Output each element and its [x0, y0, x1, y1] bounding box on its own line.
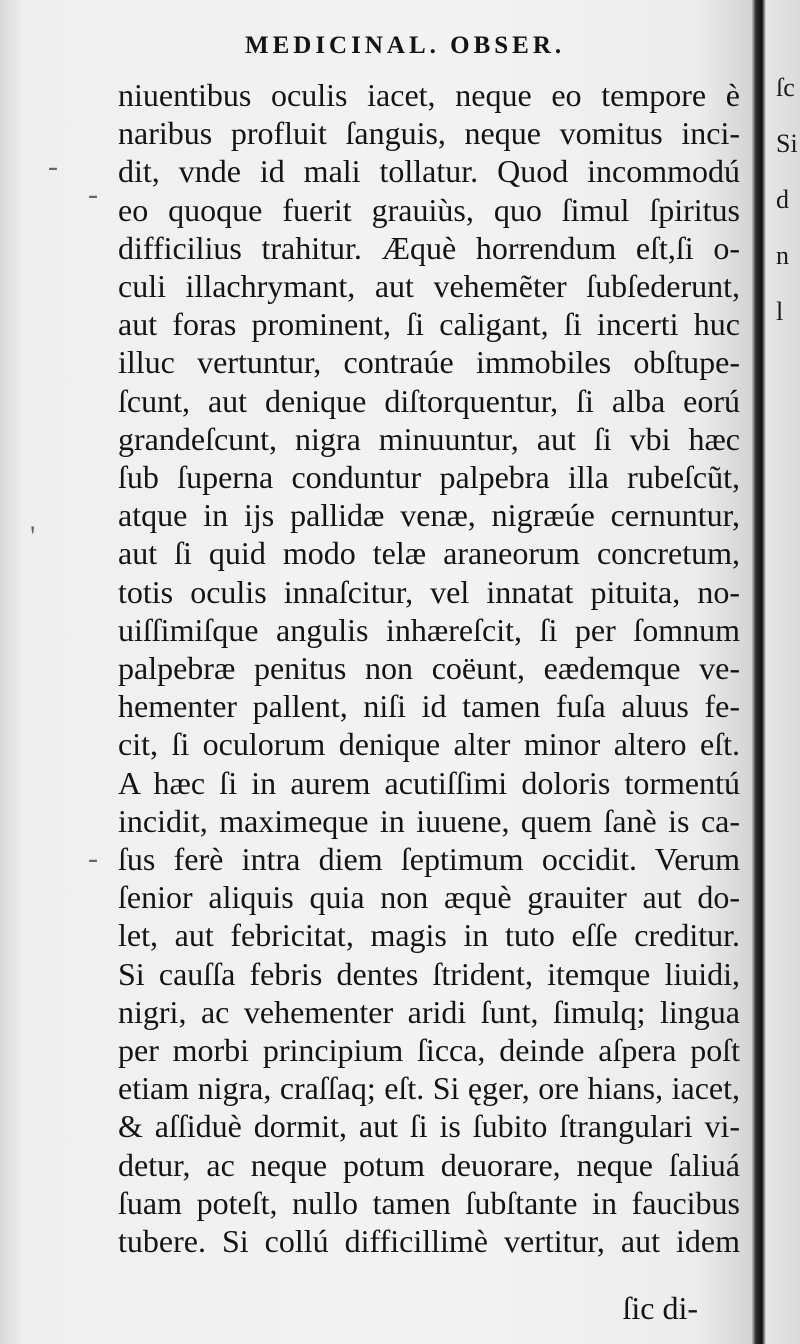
- text-line: per morbi principium ſicca, deinde aſpera poſt: [118, 1032, 740, 1069]
- text-line: Si cauſſa febris dentes ſtrident, itemque liuidi,: [118, 955, 740, 992]
- text-line: eo quoque fuerit grauiùs, quo ſimul ſpiritus: [118, 191, 740, 228]
- facing-page-fragment: Si: [776, 129, 798, 158]
- facing-page-fragment: l: [776, 297, 784, 326]
- margin-mark: -: [88, 842, 98, 875]
- text-line: illuc vertuntur, contraúe immobiles obſtupe-: [118, 344, 740, 381]
- text-line: & aſſiduè dormit, aut ſi is ſubito ſtrangulari vi-: [118, 1108, 740, 1145]
- text-line: difficilius trahitur. Æquè horrendum eſt,ſi o-: [118, 229, 740, 266]
- text-line: ſub ſuperna conduntur palpebra illa rubeſcũt,: [118, 459, 740, 496]
- text-line: ſus ferè intra diem ſeptimum occidit. Verum: [118, 841, 740, 878]
- text-line: aut ſi quid modo telæ araneorum concretum,: [118, 535, 740, 572]
- text-line: culi illachrymant, aut vehemẽter ſubſederunt,: [118, 268, 740, 305]
- body-text: [118, 76, 740, 1260]
- text-line: etiam nigra, craſſaq; eſt. Si ęger, ore hians, iacet,: [118, 1070, 740, 1107]
- facing-page-fragment: ſc: [776, 73, 795, 102]
- text-line: aut foras prominent, ſi caligant, ſi incerti huc: [118, 306, 740, 343]
- text-line: incidit, maximeque in iuuene, quem ſanè is ca-: [118, 802, 740, 839]
- text-line: hementer pallent, niſi id tamen fuſa aluus fe-: [118, 688, 740, 725]
- text-line: ſcunt, aut denique diſtorquentur, ſi alba eorú: [118, 382, 740, 419]
- text-line: naribus profluit ſanguis, neque vomitus inci-: [118, 115, 740, 152]
- text-line: detur, ac neque potum deuorare, neque ſaliuá: [118, 1146, 740, 1183]
- margin-mark: -: [88, 178, 98, 211]
- text-line: nigri, ac vehementer aridi ſunt, ſimulq; lingua: [118, 993, 740, 1030]
- facing-page-fragment: n: [776, 241, 789, 270]
- text-line: ſenior aliquis quia non æquè grauiter aut do-: [118, 879, 740, 916]
- running-header: MEDICINAL. OBSER.: [245, 32, 566, 59]
- text-line: A hæc ſi in aurem acutiſſimi doloris tormentú: [118, 764, 740, 801]
- text-line: atque in ijs pallidæ venæ, nigræúe cernuntur,: [118, 497, 740, 534]
- margin-mark: ': [30, 520, 36, 553]
- text-line: dit, vnde id mali tollatur. Quod incommodú: [118, 153, 740, 190]
- text-line: cit, ſi oculorum denique alter minor altero eſt.: [118, 726, 740, 763]
- margin-mark: -: [48, 150, 58, 183]
- text-line: let, aut febricitat, magis in tuto eſſe creditur.: [118, 917, 740, 954]
- text-line: uiſſimiſque angulis inhæreſcit, ſi per ſomnum: [118, 611, 740, 648]
- text-line: grandeſcunt, nigra minuuntur, aut ſi vbi hæc: [118, 420, 740, 457]
- facing-page-fragment: d: [776, 185, 789, 214]
- catchword: ſic di-: [622, 1290, 698, 1326]
- text-line: palpebræ penitus non coëunt, eædemque ve-: [118, 650, 740, 687]
- text-line: totis oculis innaſcitur, vel innatat pituita, no-: [118, 573, 740, 610]
- text-line: niuentibus oculis iacet, neque eo tempore è: [118, 77, 740, 113]
- facing-page-edge: [766, 60, 800, 580]
- text-line: ſuam poteſt, nullo tamen ſubſtante in faucibus: [118, 1184, 740, 1221]
- text-line: tubere. Si collú difficillimè vertitur, aut idem: [118, 1223, 740, 1260]
